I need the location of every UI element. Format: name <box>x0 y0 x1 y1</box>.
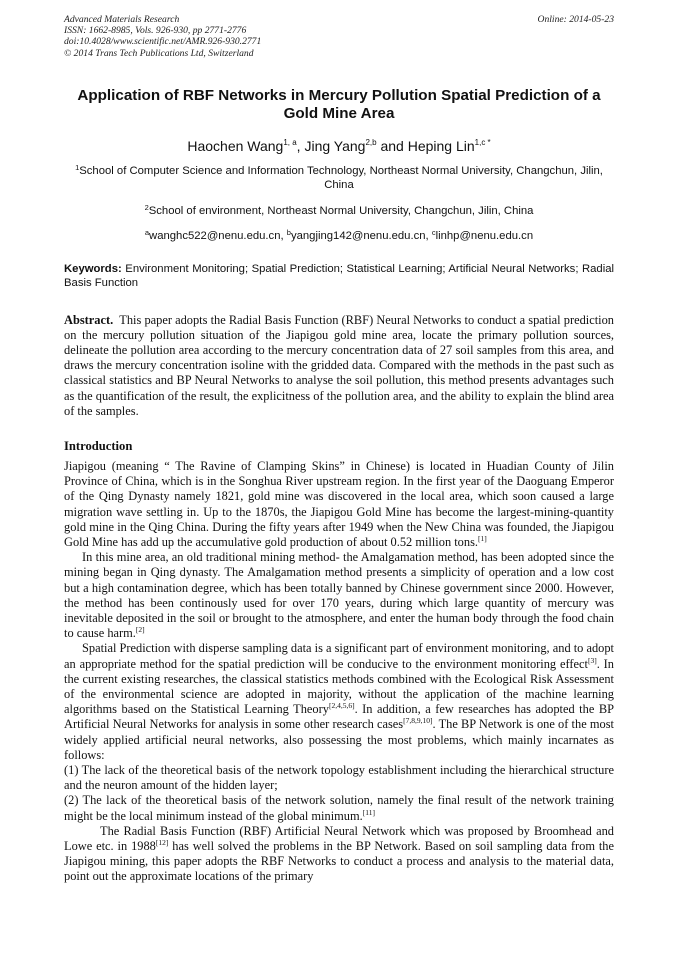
journal-header <box>64 14 614 59</box>
citation-reference[interactable]: [3] <box>587 655 597 665</box>
paragraph-text: . In the current existing researches, the classical statistics methods combined with the Ecological Risk Assessment of the environmental science are adopted in majority, without the application of the machine learning algorithms based on the Statistical Learning Theory <box>64 656 614 717</box>
abstract <box>64 313 614 419</box>
introduction-paragraph <box>64 793 614 823</box>
email-mark: a <box>144 228 150 238</box>
paragraph-text: The Radial Basis Function (RBF) Artificial Neural Network which was proposed by Broomhead and Lowe etc. in 1988 <box>64 823 614 853</box>
affiliation-mark: 1 <box>75 162 80 172</box>
citation-reference[interactable]: [7,8,9,10] <box>403 716 433 726</box>
doi-line: doi:10.4028/www.scientific.net/AMR.926-930.2771 <box>64 36 262 48</box>
section-heading-introduction: Introduction <box>64 438 133 453</box>
paper-title: Application of RBF Networks in Mercury Pollution Spatial Prediction of a Gold Mine Area <box>77 86 601 122</box>
author-name: Haochen Wang <box>187 137 284 154</box>
author-list <box>64 134 614 155</box>
introduction-paragraph <box>64 763 614 793</box>
keywords <box>64 263 614 290</box>
paragraph-text: . In addition, a few researches has adopted the BP Artificial Neural Networks for analysis in some other research cases <box>64 702 614 732</box>
citation-reference[interactable]: [11] <box>362 807 375 817</box>
author-separator: and <box>376 137 408 154</box>
issn-line: ISSN: 1662-8985, Vols. 926-930, pp 2771-2776 <box>64 25 247 37</box>
introduction-paragraph <box>64 459 614 550</box>
keywords-label: Keywords: <box>64 263 122 276</box>
author-affiliation-mark: 1, a <box>283 137 297 147</box>
email-separator: , <box>425 230 432 243</box>
email-mark: b <box>286 228 291 238</box>
keywords-text: Environment Monitoring; Spatial Prediction; Statistical Learning; Artificial Neural Networks; Radial Basis Function <box>64 263 615 289</box>
author-separator: , <box>296 137 305 154</box>
email-separator: , <box>280 230 287 243</box>
citation-reference[interactable]: [2] <box>135 625 145 635</box>
abstract-text: This paper adopts the Radial Basis Function (RBF) Neural Networks to conduct a spatial prediction on the mercury pollution situation of the Jiapigou gold mine area, locate the primary pollution sources, delineate the pollution area according to the mercury concentration data of 27 soil samples from this area, and draws the mercury concentration isoline with the gridded data. Compared with the methods in the past such as classical statistics and BP Neural Networks to analyse the soil pollution, this method presents advantages such as the quantification of the result, the explicitness of the pollution area, and the ability to explain the blind area of the samples. <box>64 312 614 418</box>
paragraph-text: (2) The lack of the theoretical basis of the network solution, namely the final result of the network training might be the local minimum instead of the global minimum. <box>64 793 614 823</box>
introduction-paragraph <box>64 641 614 763</box>
abstract-label: Abstract. <box>64 312 114 327</box>
author-name: Heping Lin <box>407 137 475 154</box>
introduction-body <box>64 459 614 885</box>
journal-name: Advanced Materials Research <box>64 14 180 25</box>
citation-reference[interactable]: [12] <box>155 838 169 847</box>
paragraph-text: Jiapigou (meaning “ The Ravine of Clamping Skins” in Chinese) is located in Huadian County of Jilin Province of China, which is in the Songhua River upstream region. In the first year of the Daoguang Emperor of the Qing Dynasty namely 1821, gold mine was discovered in the local area, which soon caused a large migration wave settling in. Up to the 1870s, the Jiapigou Gold Mine has become the largest-mining-quantity gold mine in the Qing China. During the fifty years after 1949 when the New China was founded, the Jiapigou Gold Mine has add up the accumulative gold production of about 0.52 million tons. <box>64 458 614 549</box>
citation-reference[interactable]: [1] <box>478 533 487 543</box>
citation-reference[interactable]: [2,4,5,6] <box>328 701 355 711</box>
paragraph-text: has well solved the problems in the BP Network. Based on soil sampling data from the Jiapigou mining, this paper adopts the RBF Networks to conduct a process and analysis to the material data, point out the approximate locations of the primary <box>64 839 614 884</box>
email-list <box>64 226 614 243</box>
email-mark: c <box>431 228 436 238</box>
paragraph-text: In this mine area, an old traditional mining method- the Amalgamation method, has been adopted since the mining began in Qing dynasty. The Amalgamation method presents a simplicity of operation and a low cost but a high contamination degree, which has been totally banned by Chinese government since 2000. However, the method has been continously used for over 170 years, during which large quantity of mercury was inevitable deposited in the soil or brought to the atmosphere, and enter the human body through the food chain to cause harm. <box>64 550 614 641</box>
email-link[interactable]: yangjing142@nenu.edu.cn <box>290 230 426 243</box>
author-affiliation-mark: 1,c * <box>474 137 491 147</box>
email-link[interactable]: linhp@nenu.edu.cn <box>435 230 534 243</box>
paragraph-text: (1) The lack of the theoretical basis of the network topology establishment including the hierarchical structure and the neuron amount of the hidden layer; <box>64 762 614 793</box>
introduction-paragraph <box>64 824 614 885</box>
affiliation-1 <box>64 161 614 193</box>
email-link[interactable]: wanghc522@nenu.edu.cn <box>149 230 281 243</box>
affiliation-2 <box>64 201 614 219</box>
affiliation-mark: 2 <box>144 202 149 212</box>
introduction-paragraph <box>64 550 614 641</box>
affiliation-text: School of Computer Science and Information Technology, Northeast Normal University, Changchun, Jilin, China <box>79 164 603 192</box>
affiliation-text: School of environment, Northeast Normal University, Changchun, Jilin, China <box>148 204 534 217</box>
copyright-line: © 2014 Trans Tech Publications Ltd, Switzerland <box>64 47 254 59</box>
paragraph-text: Spatial Prediction with disperse sampling data is a significant part of environment monitoring, and to adopt an appropriate method for the spatial prediction will be conducive to the environment monitoring effect <box>64 641 615 671</box>
author-affiliation-mark: 2,b <box>365 137 377 147</box>
paragraph-text: . The BP Network is one of the most widely applied artificial neural networks, also possessing the most problems, which mainly incarnates as follows: <box>64 717 614 762</box>
author-name: Jing Yang <box>304 137 366 154</box>
online-date: Online: 2014-05-23 <box>537 14 614 25</box>
